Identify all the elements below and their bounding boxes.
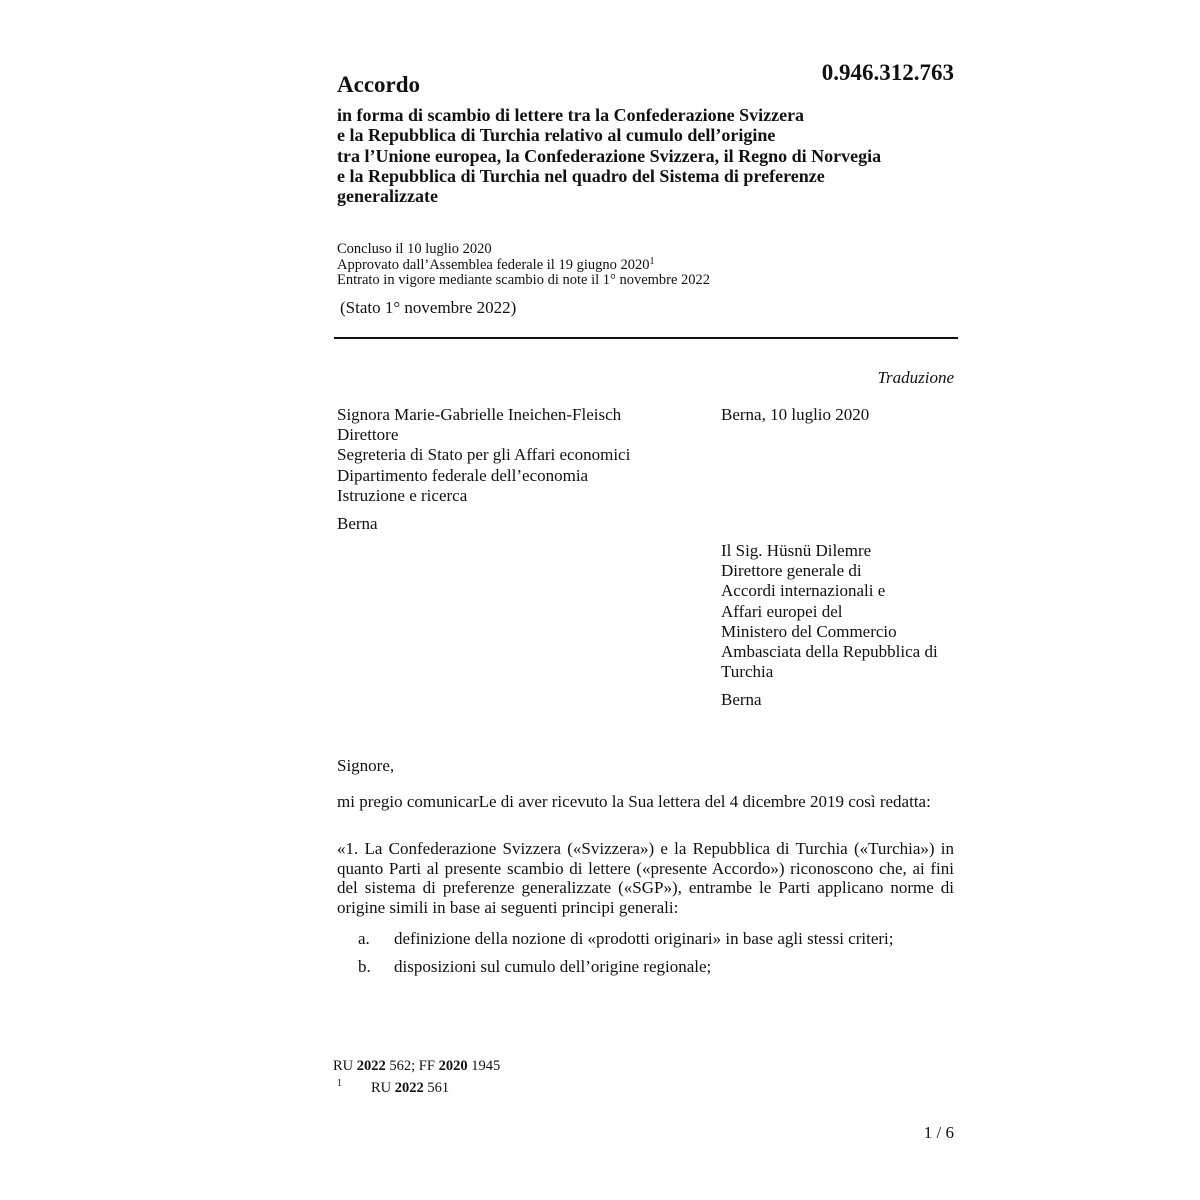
sr-number: 0.946.312.763 — [821, 60, 954, 85]
subtitle-line: tra l’Unione europea, la Confederazione Svizzera, il Regno di Norvegia — [337, 145, 882, 166]
recipient-address — [337, 405, 630, 506]
body-paragraph: mi pregio comunicarLe di aver ricevuto la Sua lettera del 4 dicembre 2019 così redatta: — [337, 792, 931, 811]
sender-address — [721, 541, 938, 682]
place-and-date: Berna, 10 luglio 2020 — [721, 405, 870, 424]
document-title: Accordo — [337, 72, 421, 97]
footnote-number: 1 — [337, 1078, 342, 1089]
list-item-letter: b. — [358, 957, 371, 976]
list-item-text: definizione della nozione di «prodotti originari» in base agli stessi criteri; — [394, 929, 894, 948]
body-paragraph: «1. La Confederazione Svizzera («Svizzera») e la Repubblica di Turchia («Turchia») in quanto Parti al presente scambio di lettere («presente Accordo») riconoscono che, ai fini del sistema di preferenze generalizzate («SGP»), entrambe le Parti applicano norme di origine simili in base ai seguenti principi generali: — [337, 839, 954, 917]
recipient-line: Segreteria di Stato per gli Affari economici — [337, 445, 631, 465]
footnote-ref: 1 — [649, 255, 655, 267]
translation-label: Traduzione — [877, 368, 954, 387]
list-item-text: disposizioni sul cumulo dell’origine regionale; — [394, 957, 712, 976]
subtitle-line: in forma di scambio di lettere tra la Confederazione Svizzera — [337, 105, 805, 125]
subtitle-line: e la Repubblica di Turchia nel quadro del Sistema di preferenze — [337, 165, 825, 186]
entry-into-force: Entrato in vigore mediante scambio di note il 1° novembre 2022 — [337, 272, 711, 289]
salutation: Signore, — [337, 756, 395, 775]
status-date: (Stato 1° novembre 2022) — [340, 298, 517, 317]
approved-date — [337, 255, 710, 274]
sender-city: Berna — [721, 690, 762, 709]
sender-line: Affari europei del — [721, 601, 843, 621]
sender-line: Accordi internazionali e — [721, 581, 886, 601]
recipient-line: Dipartimento federale dell’economia — [337, 465, 589, 485]
recipient-line: Direttore — [337, 425, 399, 445]
recipient-line: Istruzione e ricerca — [337, 485, 468, 505]
document-subtitle — [337, 105, 957, 206]
recipient-line: Signora Marie-Gabrielle Ineichen-Fleisch — [337, 405, 622, 424]
sender-line: Il Sig. Hüsnü Dilemre — [721, 541, 872, 560]
footnote-text: RU 2022 561 — [371, 1080, 450, 1096]
subtitle-line: generalizzate — [337, 186, 438, 207]
publication-source: RU 2022 562; FF 2020 1945 — [333, 1058, 501, 1074]
document-metadata — [337, 242, 710, 289]
list-item-letter: a. — [358, 929, 370, 948]
subtitle-line: e la Repubblica di Turchia relativo al cumulo dell’origine — [337, 125, 776, 146]
concluded-date: Concluso il 10 luglio 2020 — [337, 241, 492, 257]
sender-line: Turchia — [721, 662, 774, 682]
approved-text: Approvato dall’Assemblea federale il 19 giugno 2020 — [337, 256, 650, 273]
page-number: 1 / 6 — [923, 1123, 954, 1142]
header-divider — [334, 337, 958, 339]
recipient-city: Berna — [337, 514, 378, 533]
sender-line: Ambasciata della Repubblica di — [721, 642, 938, 662]
sender-line: Ministero del Commercio — [721, 621, 897, 641]
sender-line: Direttore generale di — [721, 561, 862, 581]
